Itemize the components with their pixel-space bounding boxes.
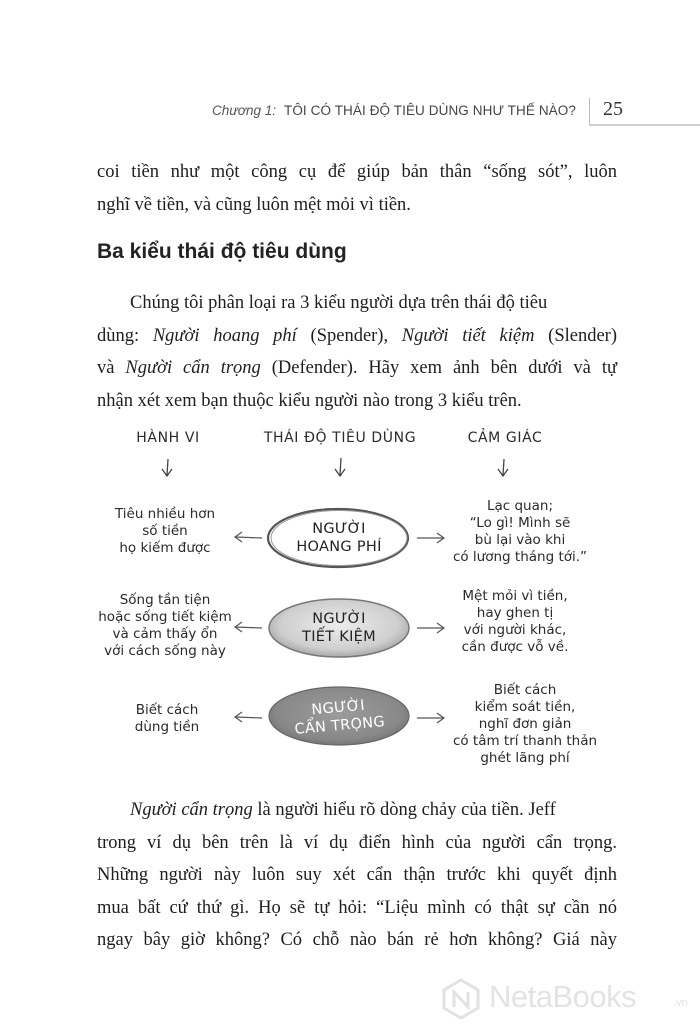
section-heading: Ba kiểu thái độ tiêu dùng [97, 240, 347, 263]
behavior-hoang-phi: Tiêu nhiều hơn số tiền họ kiếm được [114, 506, 216, 556]
paragraph3-line-2: trong ví dụ bên trên là ví dụ điển hình của người cẩn trọng. [97, 832, 617, 853]
paragraph-intro [97, 287, 617, 417]
term-defender: Người cẩn trọng [125, 358, 261, 378]
page-number: 25 [603, 98, 623, 120]
watermark-suffix: .vn [673, 997, 688, 1009]
left-arrow-icon [235, 532, 262, 542]
term-defender-lead: Người cẩn trọng [130, 800, 253, 820]
header-rule [589, 124, 700, 126]
behavior-tiet-kiem: Sống tần tiện hoặc sống tiết kiệm và cảm thấy ổn với cách sống này [98, 592, 232, 659]
left-arrow-icon [235, 712, 262, 722]
running-header [0, 98, 700, 128]
down-arrow-icon [498, 459, 508, 476]
paragraph3-line-1: Người cẩn trọng là người hiểu rõ dòng chảy của tiền. Jeff [130, 800, 556, 820]
chapter-label: Chương 1: [211, 103, 276, 118]
paragraph2-line-3: và Người cẩn trọng (Defender). Hãy xem ảnh bên dưới và tự [97, 358, 617, 378]
header-divider [589, 98, 590, 126]
chapter-heading [212, 103, 576, 118]
publisher-watermark [437, 975, 700, 1025]
paragraph2-line-4: nhận xét xem bạn thuộc kiểu người nào trong 3 kiểu trên. [97, 390, 522, 411]
down-arrow-icon [335, 458, 345, 476]
column-heading-attitude: THÁI ĐỘ TIÊU DÙNG [263, 430, 417, 446]
feeling-tiet-kiem: Mệt mỏi vì tiền, hay ghen tị với người khác, cần được vỗ về. [461, 588, 569, 655]
paragraph1-line-2: nghĩ về tiền, và cũng luôn mệt mỏi vì tiền. [97, 194, 411, 215]
paragraph2-line-2: dùng: Người hoang phí (Spender), Người tiết kiệm (Slender) [97, 325, 617, 346]
feeling-hoang-phi: Lạc quan; “Lo gì! Mình sẽ bù lại vào khi có lương tháng tới.” [452, 498, 588, 565]
column-heading-feeling: CẢM GIÁC [467, 430, 543, 446]
paragraph3-line-5: ngay bây giờ không? Có chỗ nào bán rẻ hơn không? Giá này [97, 930, 617, 950]
term-spender: Người hoang phí [152, 325, 297, 346]
spending-attitude-diagram [0, 420, 700, 780]
term-slender: Người tiết kiệm [401, 325, 535, 346]
paragraph1-line-1: coi tiền như một công cụ để giúp bản thân “sống sót”, luôn [97, 162, 617, 182]
type-label-can-trong: NGƯỜI CẨN TRỌNG [293, 697, 386, 738]
paragraph2-line-1: Chúng tôi phân loại ra 3 kiểu người dựa trên thái độ tiêu [130, 293, 548, 313]
paragraph3-line-3: Những người này luôn suy xét cẩn thận trước khi quyết định [97, 865, 617, 885]
feeling-can-trong: Biết cách kiểm soát tiền, nghĩ đơn giản có tâm trí thanh thản ghét lãng phí [452, 682, 598, 766]
paragraph-defender [97, 794, 617, 957]
behavior-can-trong: Biết cách dùng tiền [134, 702, 200, 735]
type-label-hoang-phi: NGƯỜI HOANG PHÍ [296, 521, 382, 555]
watermark-brand: NetaBooks [489, 979, 637, 1014]
chapter-title: TÔI CÓ THÁI ĐỘ TIÊU DÙNG NHƯ THẾ NÀO? [283, 103, 576, 118]
down-arrow-icon [162, 459, 172, 476]
column-heading-behavior: HÀNH VI [136, 430, 200, 446]
type-label-tiet-kiem: NGƯỜI TIẾT KIỆM [302, 611, 376, 645]
paragraph3-line-4: mua bất cứ thứ gì. Họ sẽ tự hỏi: “Liệu mình có thật sự cần nó [97, 897, 617, 918]
paragraph-continuation [97, 156, 617, 221]
logo-icon [439, 977, 483, 1021]
